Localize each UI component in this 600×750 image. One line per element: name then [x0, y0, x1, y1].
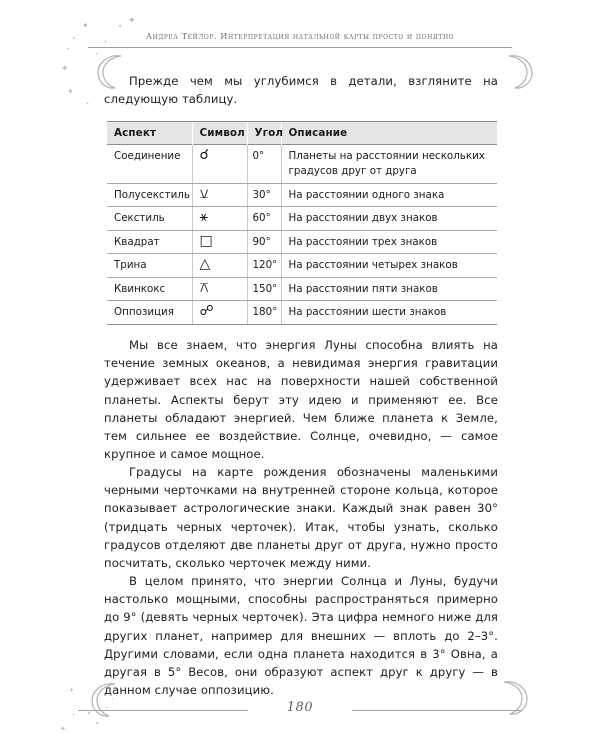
- cell-aspect: Квинкокс: [107, 277, 192, 301]
- cell-angle: 0°: [247, 145, 281, 183]
- star-icon: ✦: [104, 39, 108, 44]
- column-header-description: Описание: [281, 122, 497, 145]
- cell-angle: 60°: [247, 207, 281, 231]
- table-row: [107, 145, 497, 183]
- cell-aspect: Секстиль: [107, 207, 192, 231]
- running-head-rule: [88, 47, 512, 48]
- table-header-row: [107, 122, 497, 145]
- page-number: 180: [286, 700, 314, 715]
- table-row: [107, 277, 497, 301]
- cell-aspect: Квадрат: [107, 230, 192, 254]
- cell-description: На расстоянии трех знаков: [281, 230, 497, 254]
- star-icon: ✦: [67, 87, 74, 96]
- star-icon: ✦: [86, 101, 90, 106]
- cell-description: На расстоянии одного знака: [281, 183, 497, 207]
- square-glyph: □: [192, 230, 247, 254]
- cell-description: На расстоянии четырех знаков: [281, 254, 497, 278]
- quincunx-glyph: ⚻: [192, 277, 247, 301]
- aspects-table: [107, 122, 497, 325]
- body-paragraph-2: Градусы на карте рождения обозначены маленькими черными черточками на внутренней стороне кольца, которое показывает астрологические знаки. Каждый знак равен 30° (тридцать черных черточек). Итак, чтобы узнать, сколько градусов отделяют две планеты друг от друга, нужно просто посчитать, сколько черточек между ними.: [104, 465, 498, 570]
- star-icon: ✦: [118, 24, 123, 30]
- star-icon: ✦: [128, 16, 136, 26]
- table-body: [107, 145, 497, 325]
- star-icon: ✦: [95, 51, 99, 56]
- semisextile-glyph: ⚺: [192, 183, 247, 207]
- crescent-moon-icon: [500, 50, 540, 92]
- column-header-symbol: Символ: [192, 122, 247, 145]
- star-icon: ✦: [105, 705, 109, 710]
- page-footer: [0, 697, 600, 720]
- cell-angle: 180°: [247, 301, 281, 325]
- cell-angle: 120°: [247, 254, 281, 278]
- cell-aspect: Соединение: [107, 145, 192, 183]
- cell-description: На расстоянии шести знаков: [281, 301, 497, 325]
- table-row: [107, 230, 497, 254]
- star-icon: ✦: [69, 687, 75, 694]
- table-row: [107, 254, 497, 278]
- cell-aspect: Трина: [107, 254, 192, 278]
- column-header-angle: Угол: [247, 122, 281, 145]
- sextile-glyph: ⚹: [192, 207, 247, 231]
- star-icon: ✦: [66, 46, 70, 51]
- cell-description: На расстоянии пяти знаков: [281, 277, 497, 301]
- star-icon: ✦: [61, 64, 69, 74]
- table-row: [107, 207, 497, 231]
- table-row: [107, 183, 497, 207]
- column-header-aspect: Аспект: [107, 122, 192, 145]
- cell-description: Планеты на расстоянии нескольких градусов друг от друга: [281, 145, 497, 183]
- intro-paragraph: Прежде чем мы углубимся в детали, взгляните на следующую таблицу.: [104, 74, 498, 107]
- star-icon: ✦: [82, 21, 89, 30]
- conjunction-glyph: ☌: [192, 145, 247, 183]
- cell-angle: 90°: [247, 230, 281, 254]
- dot-ornament: [111, 58, 113, 60]
- star-icon: ✦: [60, 725, 66, 733]
- star-icon: ✦: [95, 721, 100, 727]
- body-paragraph-3: В целом принято, что энергии Солнца и Луны, будучи настолько мощными, способны распространяться примерно до 9° (девять черных черточек). Эта цифра немного ниже для других планет, например для внешних — вплоть до 2–3°. Другими словами, если одна планета находится в 3° Овна, а другая в 5° Весов, они образуют аспект друг к другу — в данном случае оппозицию.: [104, 574, 498, 698]
- cell-description: На расстоянии двух знаков: [281, 207, 497, 231]
- trine-glyph: △: [192, 254, 247, 278]
- opposition-glyph: ☍: [192, 301, 247, 325]
- table-head: [107, 122, 497, 145]
- cell-aspect: Полусекстиль: [107, 183, 192, 207]
- table-row: [107, 301, 497, 325]
- body-paragraph-1: Мы все знаем, что энергия Луны способна влиять на течение земных океанов, а невидимая энергия гравитации удерживает всех нас на поверхности нашей собственной планеты. Аспекты берут эту идею и применяют ее. Все планеты обладают энергией. Чем ближе планета к Земле, тем сильнее ее воздействие. Солнце, очевидно, — самое крупное и самое мощное.: [104, 338, 498, 461]
- footer-rule-right: [352, 710, 522, 711]
- aspects-table-wrapper: [107, 121, 497, 325]
- cell-aspect: Оппозиция: [107, 301, 192, 325]
- running-head: Андреа Тейлор. Интерпретация натальной карты просто и понятно: [145, 31, 455, 41]
- cell-angle: 150°: [247, 277, 281, 301]
- star-icon: ✦: [72, 712, 76, 717]
- text-column: [104, 72, 498, 699]
- cell-angle: 30°: [247, 183, 281, 207]
- star-icon: ✦: [111, 697, 114, 701]
